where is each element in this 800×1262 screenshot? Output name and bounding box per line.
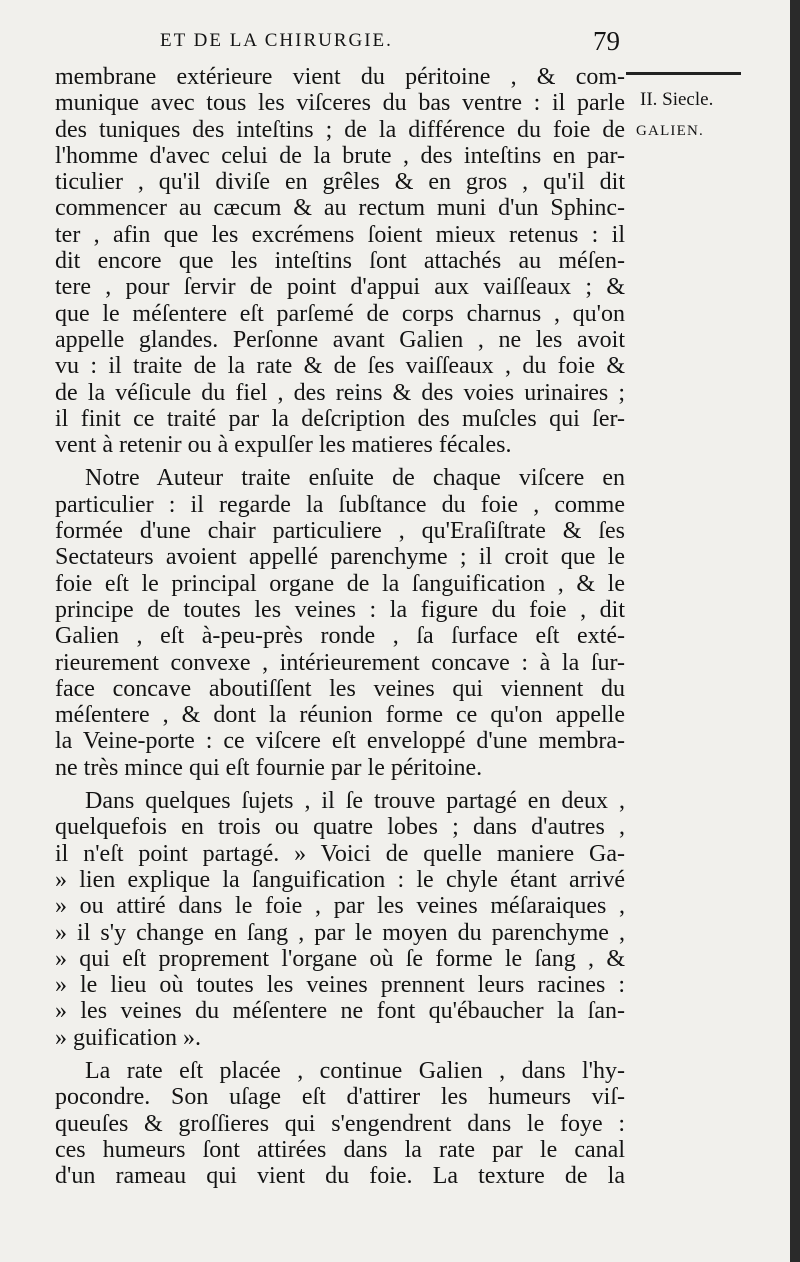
text-line: membrane extérieure vient du péritoine , & com- <box>55 64 625 90</box>
text-line: » guification ». <box>55 1024 201 1051</box>
text-line: face concave aboutiſſent les veines qui viennent du <box>55 675 625 702</box>
text-line: ces humeurs ſont attirées dans la rate par le canal <box>55 1136 625 1163</box>
text-line: » les veines du méſentere ne font qu'ébaucher la ſan- <box>55 998 625 1025</box>
text-line: rieurement convexe , intérieurement concave : à la ſur- <box>55 649 625 676</box>
margin-note-author: GALIEN. <box>636 123 704 139</box>
text-line: La rate eſt placée , continue Galien , dans l'hy- <box>85 1057 625 1084</box>
text-line: » le lieu où toutes les veines prennent leurs racines : <box>55 972 625 999</box>
text-line: Dans quelques ſujets , il ſe trouve partagé en deux , <box>85 788 625 815</box>
text-line: formée d'une chair particuliere , qu'Eraſiſtrate & ſes <box>55 518 625 545</box>
text-line: commencer au cæcum & au rectum muni d'un Sphinc- <box>55 195 625 222</box>
text-line: Notre Auteur traite enſuite de chaque viſcere en <box>85 465 625 492</box>
text-line: l'homme d'avec celui de la brute , des inteſtins en par- <box>55 142 625 169</box>
text-line: foie eſt le principal organe de la ſanguification , & le <box>55 570 625 597</box>
text-line: Galien , eſt à-peu-près ronde , ſa ſurface eſt exté- <box>55 623 625 650</box>
text-line: il n'eſt point partagé. » Voici de quelle maniere Ga- <box>55 840 625 867</box>
margin-notes <box>626 72 741 140</box>
text-line: tere , pour ſervir de point d'appui aux vaiſſeaux ; & <box>55 274 625 301</box>
text-line: quelquefois en trois ou quatre lobes ; dans d'autres , <box>55 814 625 841</box>
text-line: » lien explique la ſanguification : le chyle étant arrivé <box>55 866 625 893</box>
margin-note-century: II. Siecle. <box>640 89 714 110</box>
paragraph-gap <box>55 781 625 788</box>
text-line: que le méſentere eſt parſemé de corps charnus , qu'on <box>55 300 625 327</box>
text-line: de la véſicule du fiel , des reins & des voies urinaires ; <box>55 379 625 406</box>
text-line: des tuniques des inteſtins ; de la différence du foie de <box>55 116 625 143</box>
text-line: munique avec tous les viſceres du bas ventre : il parle <box>55 90 625 117</box>
text-line: » il s'y change en ſang , par le moyen du parenchyme , <box>55 919 625 946</box>
page-number: 79 <box>593 26 620 56</box>
paragraph-gap <box>55 458 625 465</box>
text-line: il finit ce traité par la deſcription des muſcles qui ſer- <box>55 405 625 432</box>
text-line: » qui eſt proprement l'organe où ſe forme le ſang , & <box>55 945 625 972</box>
running-title: ET DE LA CHIRURGIE. <box>160 30 393 51</box>
text-line: appelle glandes. Perſonne avant Galien , ne les avoit <box>55 326 625 353</box>
text-line: vent à retenir ou à expulſer les matieres fécales. <box>55 432 512 459</box>
text-line: principe de toutes les veines : la figure du foie , dit <box>55 596 625 623</box>
text-line: ter , afin que les excrémens ſoient mieux retenus : il <box>55 221 625 248</box>
text-line: Sectateurs avoient appellé parenchyme ; il croit que le <box>55 544 625 571</box>
text-line: dit encore que les inteſtins ſont attachés au méſen- <box>55 248 625 275</box>
text-line: vu : il traite de la rate & de ſes vaiſſeaux , du foie & <box>55 353 625 380</box>
text-line: pocondre. Son uſage eſt d'attirer les humeurs viſ- <box>55 1084 625 1111</box>
page-edge-shadow <box>790 0 800 1262</box>
text-line: méſentere , & dont la réunion forme ce qu'on appelle <box>55 702 625 729</box>
text-line: » ou attiré dans le foie , par les veines méſaraiques , <box>55 893 625 920</box>
text-line: d'un rameau qui vient du foie. La texture de la <box>55 1163 625 1190</box>
paragraph-gap <box>55 1051 625 1058</box>
body-text <box>55 64 625 1189</box>
text-line: ne très mince qui eſt fournie par le péritoine. <box>55 754 483 781</box>
text-line: particulier : il regarde la ſubſtance du foie , comme <box>55 491 625 518</box>
text-line: la Veine-porte : ce viſcere eſt enveloppé d'une membra- <box>55 728 625 755</box>
text-line: queuſes & groſſieres qui s'engendrent dans le foye : <box>55 1110 625 1137</box>
margin-rule <box>626 72 741 75</box>
text-line: ticulier , qu'il diviſe en grêles & en gros , qu'il dit <box>55 169 625 196</box>
